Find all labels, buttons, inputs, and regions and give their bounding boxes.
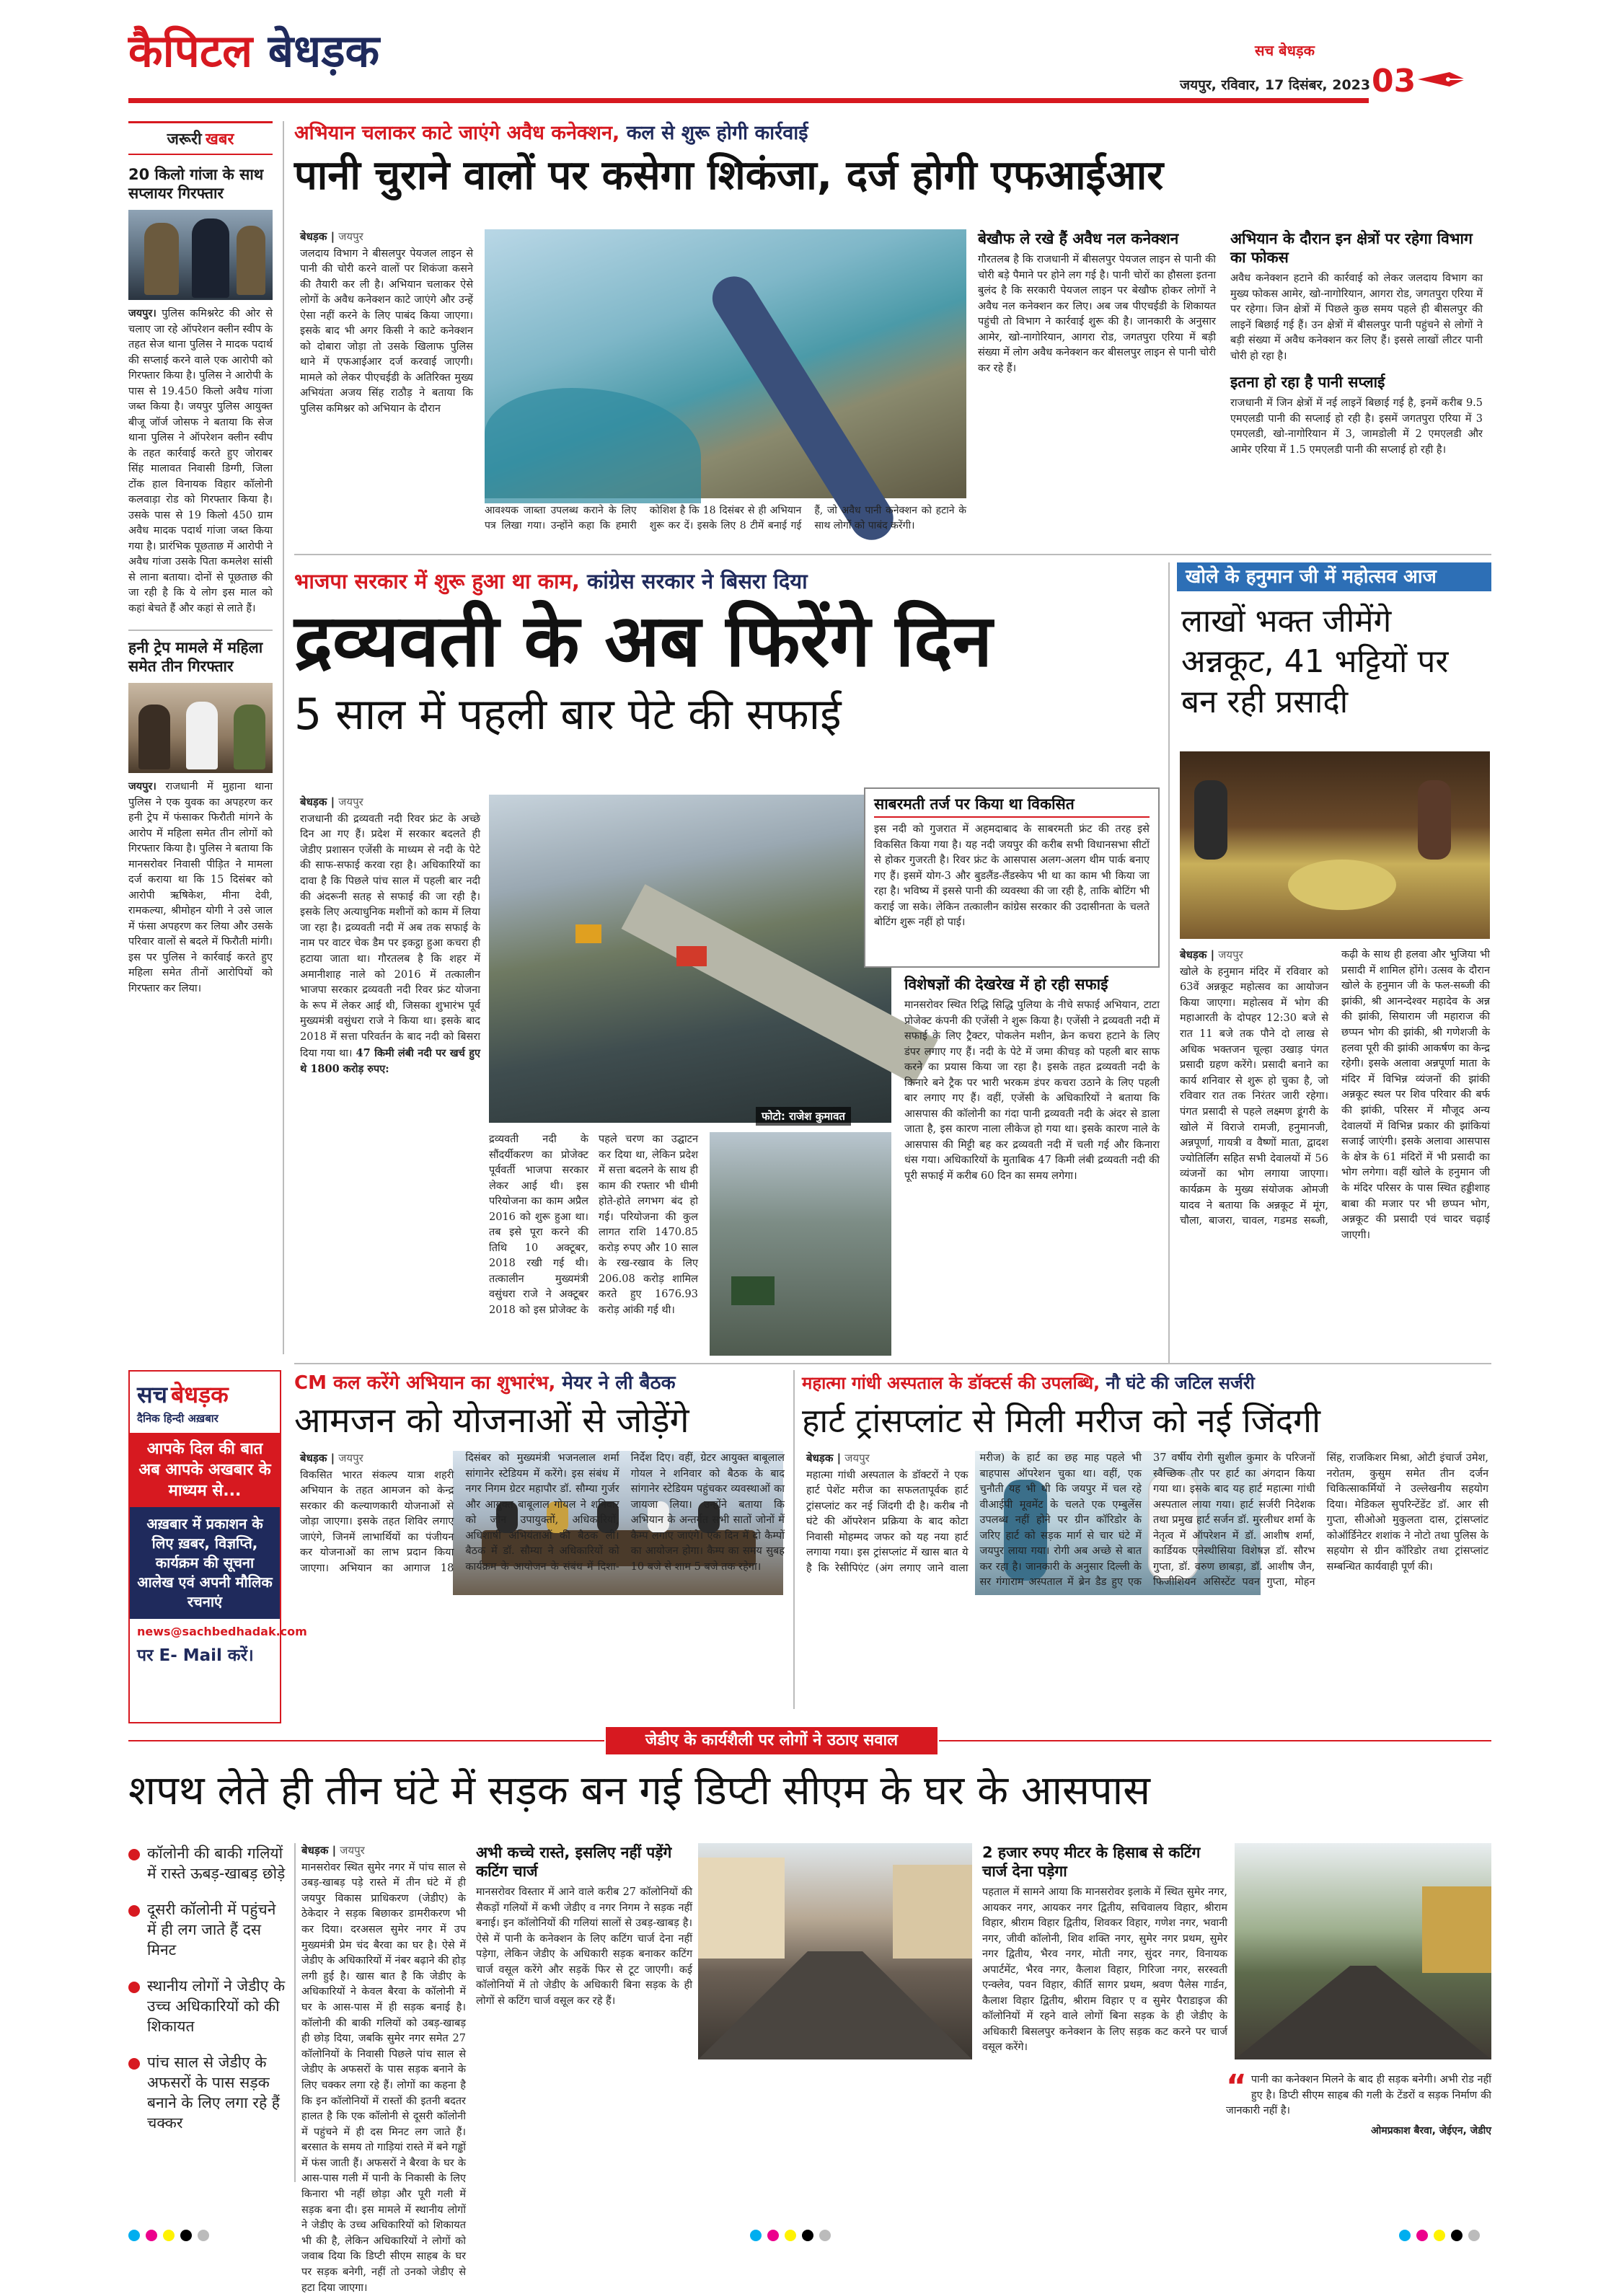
hanuman-dateline: बेधड़क | जयपुर [1180,948,1243,961]
sidebar-story2-headline: हनी ट्रेप मामले में महिला समेत तीन गिरफ्तार [128,630,273,676]
road-box2 [982,1843,1227,2081]
heart-kicker [802,1370,1491,1396]
water-body: जलदाय विभाग ने बीसलपुर पेयजल लाइन से पानी की चोरी करने वालों पर शिकंजा कसने की तैयारी कर ली है। अभियान चलाकर ऐसे लोगों के अवैध कनेक्शन काटे जाएंगे और उन्हें ऐसा नहीं करने के लिए पाबंद किया जाएगा। इसके बाद भी अगर किसी ने काटे कनेक्शन को दोबारा जोड़ा तो उसके खिलाफ पुलिस थाने में एफआईआर दर्ज करवाई जाएगी। मामले को लेकर पीएचईडी के अतिरिक्त मुख्य अभियंता अजय सिंह राठौड़ ने बताया कि पुलिस कमिश्नर को अभियान के दौरान [300,247,473,415]
masthead-rule [128,98,1369,103]
divider-water [294,554,1491,555]
zaroori-word: खबर [205,131,234,149]
registration-dots-center [750,2230,831,2241]
road-bullet-text: स्थानीय लोगों ने जेडीए के उच्च अधिकारियों को की शिकायत [147,1977,286,2035]
sidebar-story1-text [128,306,273,617]
road-bullet [128,1843,288,1884]
cm-body-text: विकसित भारत संकल्प यात्रा शहरी अभियान के तहत आमजन को केन्द्र सरकार की कल्याणकारी योजनाओं से जोड़ा जाएगा। इसके तहत शिविर लगाए जाएंगे, जिनमें लाभार्थियों का पंजीयन कर योजनाओं का लाभ प्रदान किया जाएगा। अभियान का आगाज 18 दिसंबर को मुख्यमंत्री भजनलाल शर्मा सांगानेर स्टेडियम में करेंगे। इस संबंध में नगर निगम ग्रेटर महापौर डॉ. सौम्या गुर्जर और आयुक्त बाबूलाल गोयल ने शनिवार को जोन उपायुक्तों, अधिकारियों, अधिशाषी अभियंताओं की बैठक ली। बैठक में डॉ. सौम्या ने अधिकारियों को कार्यक्रम के आयोजन के संबंध में दिशा-निर्देश दिए। वहीं, ग्रेटर आयुक्त बाबूलाल गोयल ने शनिवार को बैठक के बाद सांगानेर स्टेडियम पहुंचकर व्यवस्थाओं का जायजा लिया। उन्होंने बताया कि अभियान के अन्तर्गत सभी सातों जोनों में कैम्प लगाए जाएंगे। एक दिन में दो कैम्पों का आयोजन होगा। कैम्प का समय सुबह 10 बजे से शाम 5 बजे तक रहेगा। [300,1452,785,1574]
road-banner-rule [128,1740,604,1741]
dravyavati-box1 [864,787,1160,968]
ad-tagline: दैनिक हिन्दी अख़बार [137,1412,219,1425]
sidebar-story2-text [128,779,273,997]
dravyavati-kicker [294,567,1160,596]
dravyavati-box1-body: इस नदी को गुजरात में अहमदाबाद के साबरमती फ्रंट की तरह इसे विकसित किया गया है। यह नदी जयपुर की करीब सभी विधानसभा सीटों से होकर गुजरती है। रिवर फ्रंट के आसपास अलग-अलग थीम पार्क बनाए गए हैं। इसमें योग-3 और बुडलैंड-लैंडस्केप भी था का काम भी किया जा रहा है। भविष्य में इससे पानी की व्यवस्था की जा रही है, ताकि बोटिंग भी कराई जा सके। लेकिन तत्कालीन कांग्रेस सरकार की उदासीनता के चलते बोटिंग शुरू नहीं हो पाई। [874,824,1150,928]
road-box1-title: अभी कच्चे रास्ते, इसलिए नहीं पड़ेंगे कटिंग चार्ज [476,1844,672,1880]
ad-email[interactable]: news@sachbedhadak.com [137,1625,307,1638]
water-caption-body: आवश्यक जाब्ता उपलब्ध कराने के लिए पत्र लिखा गया। उन्होंने कहा कि हमारी कोशिश है कि 18 दिसंबर से ही अभियान शुरू कर दें। इसके लिए 8 टीमें बनाई गई हैं, जो अवैध पानी कनेक्शन को हटाने के साथ लोगों को पाबंद करेंगी। [485,505,966,531]
pen-nib-icon [1415,66,1468,92]
dravyavati-box1-title: साबरमती तर्ज पर किया था विकसित [874,795,1150,818]
dravyavati-dateline: बेधड़क | जयपुर [300,795,363,808]
dravyavati-kicker-rest: कांग्रेस सरकार ने बिसरा दिया [587,569,808,593]
hanuman-dateline-city: जयपुर [1218,948,1243,961]
ad-line2: अख़बार में प्रकाशन के लिए ख़बर, विज्ञप्ति, कार्यक्रम की सूचना आलेख एवं अपनी मौलिक रचनाएं [130,1507,280,1619]
road-bullet [128,1899,288,1960]
hanuman-banner: खोले के हनुमान जी में महोत्सव आज [1177,562,1491,591]
ad-brand-word: बेधड़क [171,1381,229,1408]
sidebar-story1-photo [128,210,273,300]
hanuman-dateline-brand: बेधड़क [1180,948,1207,961]
water-kicker-rest: कल से शुरू होगी कार्रवाई [626,122,808,144]
quote-icon: “ [1226,2068,1247,2105]
water-dateline-brand: बेधड़क [300,230,327,243]
divider-road-bullets [294,1843,296,2182]
hanuman-cooking-photo [1180,751,1490,939]
water-box3-title: इतना हो रहा है पानी सप्लाई [1230,374,1385,391]
road-box2-title: 2 हजार रुपए मीटर के हिसाब से कटिंग चार्ज देना पड़ेगा [982,1844,1201,1880]
road-banner-rule-right [939,1740,1491,1741]
cm-body [300,1451,785,1707]
road-bullet-text: पांच साल से जेडीए के अफसरों के पास सड़क बनाने के लिए लगा रहे हैं चक्कर [147,2054,280,2132]
dravyavati-box2 [904,975,1160,1356]
ad-line1: आपके दिल की बात अब आपके अखबार के माध्यम से... [130,1433,280,1507]
hanuman-story [1177,562,1491,1363]
heart-dateline-brand: बेधड़क [806,1452,834,1465]
dravyavati-box2-title: विशेषज्ञों की देखरेख में हो रही सफाई [904,976,1108,993]
bullet-dot-icon [128,1905,140,1917]
water-box1-title: बेखौफ ले रखे हैं अवैध नल कनेक्शन [978,230,1179,247]
heart-body [806,1451,1488,1707]
road-quote-by: ओमप्रकाश बैरवा, जेईएन, जेडीए [1371,2124,1491,2137]
dravyavati-second-photo [710,1132,891,1356]
heart-story [802,1370,1491,1709]
divider-cm-heart [793,1370,795,1709]
cm-dateline-city: जयपुर [338,1452,363,1465]
dravyavati-dateline-city: जयपुर [338,795,363,808]
divider-middle [294,1363,1491,1364]
road-bullet-text: दूसरी कॉलोनी में पहुंचने में ही लग जाते हैं दस मिनट [147,1901,276,1959]
road-quote [1226,2068,1491,2152]
divider-dravyavati [1168,562,1170,1363]
water-box2-title: अभियान के दौरान इन क्षेत्रों पर रहेगा विभाग का फोकस [1230,230,1473,266]
water-pipeline-photo [485,229,966,498]
water-kicker [294,121,1491,146]
dravyavati-box2-body: मानसरोवर स्थित रिद्धि सिद्धि पुलिया के नीचे सफाई अभियान, टाटा प्रोजेक्ट कंपनी की एजेंसी ने शुरू किया है। एजेंसी ने द्रव्यवती नदी में सफाई के लिए ट्रैक्टर, पोकलेन मशीन, क्रेन कचरा हटाने के लिए डंपर लगाए गए हैं। नदी के पेटे में जमा कीचड़ को पहली बार साफ करने का प्रयास किया जा रहा है। इसके तहत द्रव्यवती नदी के किनारे बने ट्रैक पर भारी भरकम डंपर कचरा उठाने के लिए पहली बार लगाए गए हैं। वहीं, एजेंसी के अधिकारियों ने बताया कि आसपास की कॉलोनी का गंदा पानी द्रव्यवती नदी के अंदर से डाला जाता है, इस कारण नाला लीकेज हो गया था। इसके कारण नाले के आसपास की मिट्टी बह कर द्रव्यवती नदी में चली गई और किनारा धंस गया। अधिकारियों के मुताबिक 47 किमी लंबी द्रव्यवती नदी की पूरी सफाई में करीब 60 दिन का समय लगेगा। [904,999,1160,1182]
water-box2 [1230,229,1483,550]
zaroori-khabar-header [128,121,273,155]
road-dateline-brand: बेधड़क [301,1844,329,1857]
hanuman-body [1180,948,1490,1359]
ad-brand-prefix: सच [137,1381,167,1408]
road-dateline: बेधड़क | जयपुर [301,1844,365,1857]
heart-kicker-red: महात्मा गांधी अस्पताल के डॉक्टर्स की उपलब्धि, [802,1373,1100,1393]
dravyavati-body: राजधानी की द्रव्यवती नदी रिवर फ्रंट के अच्छे दिन आ गए हैं। प्रदेश में सरकार बदलते ही जेडीए प्रशासन एजेंसी के माध्यम से नदी के पेटे की साफ-सफाई करवा रहा है। अधिकारियों का दावा है कि पिछले पांच साल में पहली बार नदी की अंदरूनी सतह से सफाई की जा रही है। इसके लिए अत्याधुनिक मशीनों को काम में लिया जा रहा है। द्रव्यवती नदी में अब तक सफाई के नाम पर वाटर चेक डैम पर इकट्ठा हुआ कचरा ही हटाया जाता था। गौरतलब है कि शहर में अमानीशाह नाले को 2016 में तत्कालीन भाजपा सरकार द्रव्यवती नदी रिवर फ्रंट योजना के रूप में लेकर आई थी, जिसका शुभारंभ पूर्व मुख्यमंत्री वसुंधरा राजे ने किया था। इसके बाद 2018 में सत्ता परिवर्तन के बाद नदी को बिसरा दिया गया था। [300,813,480,1059]
dravyavati-river-photo [489,795,891,1123]
masthead-title [128,25,379,78]
sidebar-story2-photo [128,683,273,773]
bullet-dot-icon [128,1849,140,1860]
water-dateline-city: जयपुर [338,230,363,243]
dravyavati-body2: द्रव्यवती नदी के सौंदर्यीकरण का प्रोजेक्ट पूर्ववर्ती भाजपा सरकार लेकर आई थी। इस परियोजना का काम अप्रैल 2016 को शुरू हुआ था। तब इसे पूरा करने की तिथि 10 अक्टूबर, 2018 रखी गई थी। तत्कालीन मुख्यमंत्री वसुंधरा राजे ने अक्टूबर 2018 को इस प्रोजेक्ट के पहले चरण का उद्घाटन कर दिया था, लेकिन प्रदेश में सत्ता बदलने के साथ ही काम की रफ्तार भी धीमी होते-होते लगभग बंद हो गई। परियोजना की कुल लागत राशि 1470.85 करोड़ रुपए और 10 साल के रख-रखाव के लिए 206.08 करोड़ शामिल करते हुए 1676.93 करोड़ आंकी गई थी। [489,1134,698,1316]
sidebar-story2-body: राजधानी में मुहाना थाना पुलिस ने एक युवक का अपहरण कर हनी ट्रेप में फंसाकर फिरौती मांगने के आरोप में महिला समेत तीन लोगों को गिरफ्तार किया है। पुलिस ने बताया कि मानसरोवर निवासी पीड़ित ने मामला दर्ज कराया था कि 15 दिसंबर को आरोपी ऋषिकेश, मीना देवी, रामकल्या, श्रीमोहन योगी ने उसे जाल में फंसा अपहरण कर लिया और उसके परिवार वालों से बदले में फिरौती मांगी। इस पर पुलिस ने कार्रवाई करते हुए महिला समेत तीनों आरोपियों को गिरफ्तार कर लिया। [128,781,273,994]
cm-story [294,1370,785,1709]
dravyavati-body-col [300,795,480,1350]
cm-headline: आमजन को योजनाओं से जोड़ेंगे [294,1400,689,1441]
cm-dateline-brand: बेधड़क [300,1452,327,1465]
heart-dateline-city: जयपुर [844,1452,870,1465]
masthead-title-part2: बेधड़क [268,25,380,77]
masthead-title-part1: कैपिटल [128,25,253,77]
heart-dateline: बेधड़क | जयपुर [806,1452,870,1465]
cm-kicker-rest: मेयर ने ली बैठक [562,1372,676,1394]
dravyavati-kicker-red: भाजपा सरकार में शुरू हुआ था काम, [294,569,580,593]
dravyavati-headline: द्रव्यवती के अब फिरेंगे दिन [294,599,993,683]
road-bullet [128,1976,288,2036]
water-box1-body: गौरतलब है कि राजधानी में बीसलपुर पेयजल लाइन से पानी की चोरी बड़े पैमाने पर होने लग गई है। पानी चोरों का हौसला इतना बुलंद है कि सरकारी पेयजल लाइन पर बेखौफ होकर लोगों ने अवैध नल कनेक्शन कर लिए। अब जब पीएचईडी के शिकायत पहुंची तो विभाग ने कार्रवाई शुरू की है। जानकारी के अनुसार आमेर, खो-नागोरियान, आगरा रोड, जगतपुरा एरिया में बड़ी संख्या में लोग अवैध कनेक्शन कर बीसलपुर लाइन से पानी चोरी कर रहे हैं। [978,254,1216,374]
zaroori-prefix: जरूरी [167,131,202,149]
masthead-brand-small: सच बेधड़क [1255,42,1315,59]
dravyavati-inline-subhead: 47 किमी लंबी नदी पर खर्च हुए थे 1800 करोड़ रुपए: [300,1046,481,1076]
ad-cta: पर E- Mail करें। [137,1646,254,1665]
road-bullets [128,1843,288,2168]
road-dateline-city: जयपुर [340,1844,365,1857]
water-headline: पानी चुराने वालों पर कसेगा शिकंजा, दर्ज होगी एफआईआर [294,152,1164,199]
cm-dateline: बेधड़क | जयपुर [300,1452,363,1465]
hanuman-body-text: खोले के हनुमान मंदिर में रविवार को 63वें अन्नकूट महोत्सव का आयोजन किया जाएगा। महोत्सव में भोग की महाआरती के दोपहर 12:30 बजे से रात 11 बजे तक पौने दो लाख से अधिक भक्तजन चूल्हा उखाड़ पंगत प्रसादी ग्रहण करेंगे। प्रसादी बनाने का कार्य शनिवार से शुरू हो चुका है, जो रविवार रात तक निरंतर जारी रहेगा। पंगत प्रसादी से पहले लक्ष्मण डूंगरी के खोले में विराजे रामजी, हनुमानजी, अन्नपूर्णा, गायत्री व वैष्णों माता, द्वादश ज्योतिर्लिंग सहित सभी देवालयों में 56 व्यंजनों का भोग लगाया जाएगा। कार्यक्रम के मुख्य संयोजक ओमजी यादव ने बताया कि अन्नकूट में मूंग, चौला, बाजरा, चावल, गडमड सब्जी, कढ़ी के साथ ही हलवा और भुजिया भी प्रसादी में शामिल होंगे। उत्सव के दौरान खोले के हनुमान जी के फल-सब्जी की झांकी, श्री आनन्देश्वर महादेव के अन्न की झांकी, सियाराम जी महाराज की छप्पन भोग की झांकी, श्री गणेशजी के हलवा पूरी की झांकी आकर्षण का केन्द्र रहेगी। इसके अलावा अन्नपूर्णा माता के मंदिर में विभिन्न व्यंजनों की झांकी अन्नकूट स्थल पर शिव परिवार की बर्फ की झांकी, परिसर में मौजूद अन्य देवालयों में विभिन्न प्रकार की झांकियां सजाई जाएंगी। इसके अलावा आसपास के क्षेत्र के 61 मंदिरों में भी प्रसादी का भोग लगेगा। वहीं खोले के हनुमान जी के मंदिर परिसर के पास स्थित हड्डीशाह बाबा की मजार पर भी छप्पन भोग, अन्नकूट की प्रसादी एवं चादर चढ़ाई जाएगी। [1180,949,1490,1241]
road-bullet [128,2052,288,2133]
road-box1 [476,1843,692,2059]
road-banner: जेडीए के कार्यशैली पर लोगों ने उठाए सवाल [606,1727,938,1754]
registration-dots-left [128,2230,209,2241]
sidebar-story1-headline: 20 किलो गांजा के साथ सप्लायर गिरफ्तार [128,166,264,202]
sidebar-story1-body: पुलिस कमिश्नरेट की ओर से चलाए जा रहे ऑपरेशन क्लीन स्वीप के तहत सेज थाना पुलिस ने मादक पदार्थ की सप्लाई करने वाले एक आरोपी को गिरफ्तार किया है। पुलिस ने आरोपी के पास से 19.450 किलो अवैध गांजा जब्त किया है। जयपुर पुलिस आयुक्त बीजू जॉर्ज जोसफ ने बताया कि सेज थाना पुलिस ने ऑपरेशन क्लीन स्वीप के तहत कार्रवाई करते हुए जोराबर सिंह मालावत निवासी डिग्गी, जिला टोंक हाल विनायक विहार कॉलोनी कलवाड़ा रोड को गिरफ्तार किया है। उसके पास से 19 किलो 450 ग्राम अवैध मादक पदार्थ गांजा जब्त किया गया है। प्रारंभिक पूछताछ में आरोपी ने अवैध गांजा उसके पिता कमलेश सांसी से लाना बताया। दोनों से पूछताछ की जा रही है कि ये लोग इस माल को कहां बेचते हैं और कहां से लाते हैं। [128,308,273,614]
water-box3-body: राजधानी में जिन क्षेत्रों में नई लाइनें बिछाई गई है, इनमें करीब 9.5 एमएलडी पानी की सप्लाई हो रही है। इसमें जगतपुरा एरिया में 3 एमएलडी, खो-नागोरियान में 3, जामडोली में 2 एमएलडी और आमेर एरिया में 1.5 एमएलडी पानी की सप्लाई हो रही है। [1230,397,1483,456]
bullet-dot-icon [128,2058,140,2070]
sidebar-divider [283,121,284,1354]
water-body-col [300,229,473,550]
water-kicker-red: अभियान चलाकर काटे जाएंगे अवैध कनेक्शन, [294,122,620,144]
masthead [0,0,1619,100]
road-headline: शपथ लेते ही तीन घंटे में सड़क बन गई डिप्टी सीएम के घर के आसपास [128,1767,1151,1814]
road-box2-body: पहताल में सामने आया कि मानसरोवर इलाके में स्थित सुमेर नगर, आयकर नगर, आयकर नगर द्वितीय, सचिवालय विहार, श्रीराम विहार, श्रीराम विहार द्वितीय, शिवकर विहार, गणेश नगर, भवानी नगर, जीवी कॉलोनी, शिव शक्ति नगर, सुमेर नगर प्रथम, सुमेर नगर द्वितीय, भैरव नगर, मोती नगर, सुंदर नगर, विनायक अपार्टमेंट, भैरव नगर, कैलाश विहार, गिरिजा नगर, सरस्वती एन्क्लेव, पवन विहार, कीर्ति सागर प्रथम, श्रवण पैलेस गार्डन, कैलाश विहार द्वितीय, श्रीराम विहार ए व सुमेर पैराडाइज की कॉलोनियों में रहने वाले लोगों बिना सड़क के ही जेडीए के अधिकारी बिसलपुर कनेक्शन के लिए सड़क कट करने पर चार्ज वसूल करेंगे। [982,1886,1227,2053]
road-box1-body: मानसरोवर विस्तार में आने वाले करीब 27 कॉलोनियों की सैकड़ों गलियों में कभी जेडीए व नगर निगम ने सड़क नहीं बनाई। इन कॉलोनियों की गलियां सालों से उबड़-खाबड़ है। ऐसे में पानी के कनेक्शन के लिए कटिंग चार्ज देना नहीं पड़ेगा, लेकिन जेडीए के अधिकारी सड़क बनाकर कटिंग चार्ज वसूल करेंगे और सड़कें फिर से टूट जाएगी। कई कॉलोनियों में तो जेडीए के अधिकारी बिना सड़क के ही लोगों से कटिंग चार्ज वसूल कर रहे हैं। [476,1886,692,2007]
bullet-dot-icon [128,1982,140,1993]
heart-kicker-rest: नौ घंटे की जटिल सर्जरी [1106,1373,1255,1393]
sidebar-ad [128,1370,307,1723]
cm-kicker [294,1370,785,1396]
page-number: 03 [1372,63,1416,100]
road-body-col1 [301,1843,466,2294]
heart-body-text: महात्मा गांधी अस्पताल के डॉक्टरों ने एक हार्ट पेशेंट मरीज का सफलतापूर्वक हार्ट ट्रांसप्लांट कर नई जिंदगी दी है। करीब नौ घंटे की ऑपरेशन प्रक्रिया के बाद कोटा निवासी मोहम्मद जफर को यह नया हार्ट लगाया गया। इस ट्रांसप्लांट में खास बात ये है कि रेसीपिएंट (अंग लगाए जाने वाला मरीज) के हार्ट का छह माह पहले भी बाहपास ऑपरेशन चुका था। वहीं, एक चुनौती यह भी थी कि जयपुर में चल रहे वीआईपी मूवमेंट के चलते एक एम्बुलेंस उपलब्ध नहीं होने पर ग्रीन कॉरिडोर के जरिए हार्ट को सड़क मार्ग से चार घंटे में जयपुर लाया गया। रोगी अब अच्छे से बात कर रहा है। जानकारी के अनुसार दिल्ली के सर गंगाराम अस्पताल में ब्रेन डैड हुए एक 37 वर्षीय रोगी सुशील कुमार के परिजनों स्वैच्छिक तौर पर हार्ट का अंगदान किया गया था। इसके बाद यह हार्ट महात्मा गांधी अस्पताल लाया गया। हार्ट सर्जरी निदेशक तथा प्रमुख हार्ट सर्जन डॉ. मुरलीधर शर्मा के नेतृत्व में ऑपरेशन में डॉ. आशीष शर्मा, कार्डियक एनेस्थीसिया विशेषज्ञ डॉ. सौरभ गुप्ता, डॉ. वरुण छाबड़ा, डॉ. आशीष जैन, फिजीशियन असिस्टेंट पवन गुप्ता, मोहन सिंह, राजकिशर मिश्रा, ओटी इंचार्ज उमेश, नरोतम, कुसुम समेत तीन दर्जन चिकित्साकर्मियों ने उल्लेखनीय सहयोग दिया। मेडिकल सुपरिन्टेंडेंट डॉ. आर सी गुप्ता, सीओओ मुकुलता दास, ट्रांसप्लांट कोऑर्डिनेटर शशांक ने नोटो तथा पुलिस के सहयोग से ग्रीन कॉरिडोर तथा ट्रांसप्लांट सम्बन्धित कार्यवाही पूर्ण की। [806,1452,1488,1588]
heart-headline: हार्ट ट्रांसप्लांट से मिली मरीज को नई जिंदगी [802,1401,1320,1440]
dravyavati-subheadline: 5 साल में पहली बार पेटे की सफाई [294,689,842,740]
sidebar-story2-dateline: जयपुर। [128,780,156,792]
dravyavati-dateline-brand: बेधड़क [300,795,327,808]
sidebar-story1-dateline: जयपुर। [128,307,156,319]
road-photo-2 [1235,1843,1491,2059]
water-box1 [978,229,1216,550]
water-box2-body: अवैध कनेक्शन हटाने की कार्रवाई को लेकर जलदाय विभाग का मुख्य फोकस आमेर, खो-नागोरियान, आगरा रोड, जगतपुरा एरिया में पर रहेगा। जिन क्षेत्रों में पिछले कुछ समय पहले ही बीसलपुर की लाइनें बिछाई गई हैं। उन क्षेत्रों में बीसलपुर पानी पहुंचने से लोगों ने बड़ी संख्या में अवैध कनेक्शन कर लिए हैं। इससे लाखों लीटर पानी चोरी हो रहा है। [1230,273,1483,362]
road-bullet-text: कॉलोनी की बाकी गलियों में रास्ते ऊबड़-खाबड़ छोड़े [147,1845,286,1882]
hanuman-headline: लाखों भक्त जीमेंगे अन्नकूट, 41 भट्टियों पर बन रही प्रसादी [1181,603,1449,720]
sidebar [128,121,273,1383]
masthead-date: जयपुर, रविवार, 17 दिसंबर, 2023 [1180,77,1371,93]
registration-dots-right [1399,2230,1480,2241]
dravyavati-story [294,562,1160,1356]
water-story [294,121,1491,554]
road-photo-1 [698,1843,972,2059]
road-body: मानसरोवर स्थित सुमेर नगर में पांच साल से उबड़-खाबड़ पड़े रास्ते में तीन घंटे में ही जयपुर विकास प्राधिकरण (जेडीए) के ठेकेदार ने सड़क बिछाकर डामरीकरण भी कर दिया। दरअसल सुमेर नगर में उप मुख्यमंत्री प्रेम चंद बैरवा का घर है। ऐसे में जेडीए के अधिकारियों में नंबर बढ़ाने की होड़ लगी हुई है। खास बात है कि जेडीए के अधिकारियों ने केवल बैरवा के कॉलोनी में घर के आस-पास में ही सड़क बनाई है। कॉलोनी की बाकी गलियों को उबड़-खाबड़ ही छोड़ दिया, जबकि सुमेर नगर समेत 27 कॉलोनियों के निवासी पिछले पांच साल से जेडीए के अफसरों के पास सड़क बनाने के लिए चक्कर लगा रहे हैं। लोगों का कहना है कि इन कॉलोनियों में रास्तों की इतनी बदतर हालत है कि एक कॉलोनी से दूसरी कॉलोनी में पहुंचने में ही दस मिनट लग जाते हैं। बरसात के समय तो गाड़ियां रास्ते में बने गड्ढों में फंस जाती हैं। अफसरों ने बैरवा के घर के आस-पास गली में पानी के निकासी के लिए किनारा भी नहीं छोड़ा और पूरी गली में सड़क बना दी। इस मामले में स्थानीय लोगों ने जेडीए के उच्च अधिकारियों को शिकायत भी की है, लेकिन अधिकारियों ने लोगों को जवाब दिया कि डिप्टी सीएम साहब के घर पर सड़क बनेगी, नहीं तो उनको जेडीए से हटा दिया जाएगा। [301,1861,466,2294]
road-quote-text: पानी का कनेक्शन मिलने के बाद ही सड़क बनेगी। अभी रोड नहीं हुए है। डिप्टी सीएम साहब की गली के टेंडरों व सड़क निर्माण की जानकारी नहीं है। [1226,2074,1491,2116]
dravyavati-photo-credit: फोटो: राजेश कुमावत [756,1107,851,1126]
water-dateline: बेधड़क | जयपुर [300,230,363,243]
cm-kicker-red: CM कल करेंगे अभियान का शुभारंभ, [294,1372,556,1394]
